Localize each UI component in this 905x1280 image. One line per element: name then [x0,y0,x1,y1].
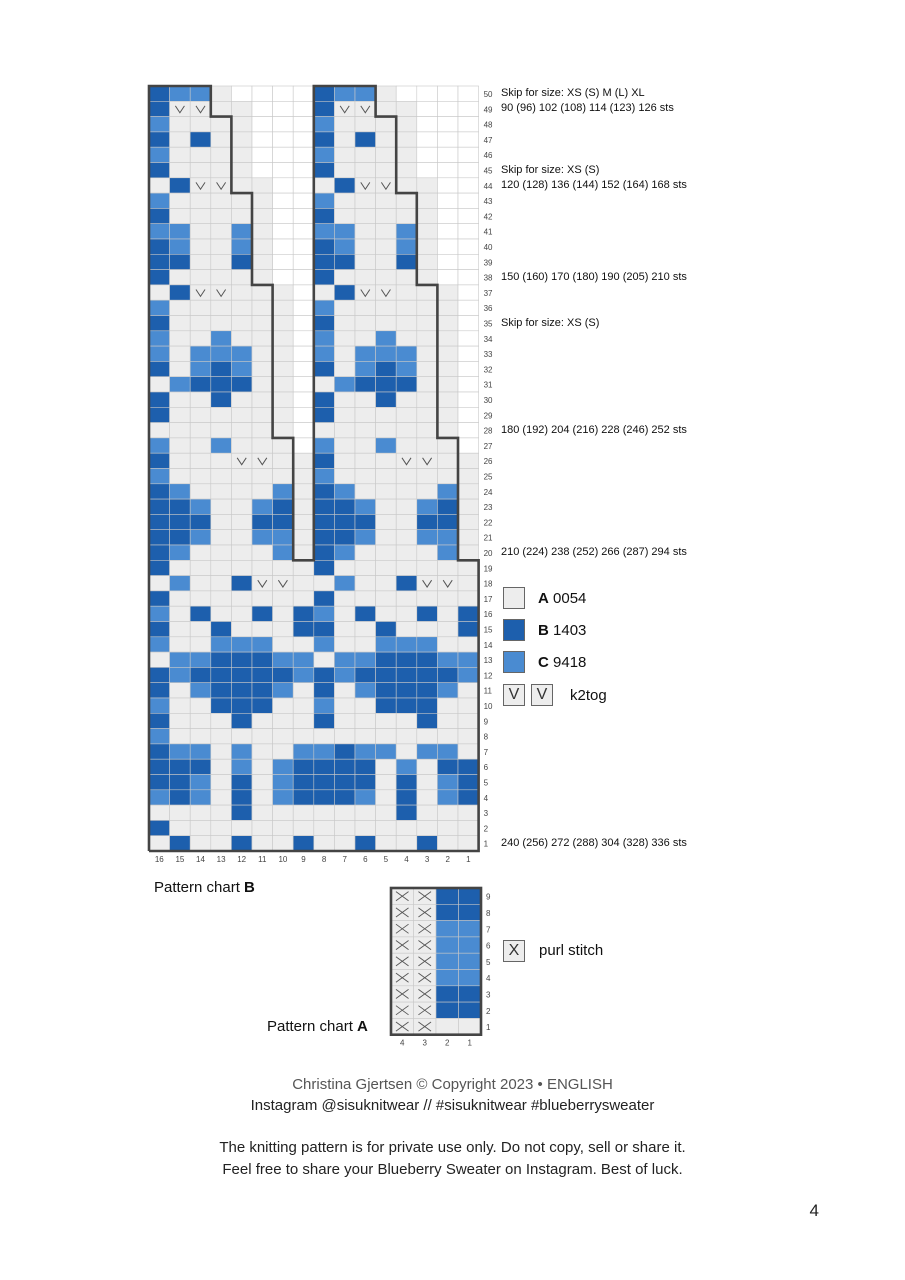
chart-a-cell [436,1018,459,1034]
chart-a-cell [436,937,459,953]
chart-a-cell [459,937,482,953]
chart-b-column-number: 15 [175,855,185,864]
legend-item-a [538,590,586,607]
chart-a-cell [436,970,459,986]
legend-code-a: 0054 [553,590,587,607]
size-note-row-28: 180 (192) 204 (216) 228 (246) 252 sts [501,423,687,436]
chart-b-row-number: 10 [483,702,493,712]
chart-a-cell [436,986,459,1002]
chart-a-column-number: 3 [422,1038,427,1048]
size-note-row-44: 120 (128) 136 (144) 152 (164) 168 sts [501,178,687,191]
chart-b-row-number: 38 [483,273,493,283]
chart-b-column-number: 2 [445,855,450,864]
legend-swatch-a [503,587,525,609]
chart-b-column-number: 14 [196,855,205,864]
chart-a-row-number: 8 [486,909,491,919]
chart-a-cell [459,1018,482,1034]
chart-b-row-number: 5 [483,778,489,788]
chart-a-column-number: 2 [445,1038,450,1048]
chart-a-cell [459,888,482,904]
chart-a-cell [459,970,482,986]
chart-b-row-number: 18 [483,579,493,589]
chart-b-row-number: 49 [483,105,493,115]
chart-a-cell [459,953,482,969]
chart-a-row-number: 2 [486,1006,491,1016]
chart-a-column-number: 1 [467,1038,472,1048]
legend-letter-a: A [538,590,549,607]
chart-b-column-number: 10 [278,855,288,864]
chart-b-row-number: 44 [483,181,493,191]
chart-b-row-number: 31 [483,380,493,390]
chart-b-row-number: 43 [483,197,493,207]
chart-b-row-number: 12 [483,671,493,681]
chart-b-row-number: 34 [483,334,493,344]
chart-b-row-number: 21 [483,533,493,543]
chart-a-label-letter: A [357,1018,368,1035]
chart-b-row-number: 14 [483,640,493,650]
chart-a-column-number: 4 [400,1038,405,1048]
chart-b-row-number: 32 [483,365,493,375]
chart-b-row-number: 48 [483,120,493,130]
chart-b-row-number: 28 [483,426,493,436]
chart-a-cell [436,1002,459,1018]
chart-a-cell [436,953,459,969]
chart-a-row-number: 5 [486,957,491,967]
chart-a-row-number: 4 [486,974,491,984]
chart-b-row-number: 47 [483,135,493,145]
chart-b-row-number: 45 [483,166,493,176]
size-note-row-50: Skip for size: XS (S) M (L) XL [501,87,645,99]
legend-item-c [538,654,586,671]
chart-b-row-number: 20 [483,549,493,559]
size-note-row-49: 90 (96) 102 (108) 114 (123) 126 sts [501,102,674,115]
chart-b-row-number: 40 [483,243,493,253]
chart-b-row-number: 35 [483,319,493,329]
chart-b-column-number: 16 [154,855,164,864]
legend-letter-c: C [538,654,549,671]
chart-b-row-number: 15 [483,625,493,635]
legend-purl-label: purl stitch [539,942,604,959]
chart-b-row-number: 23 [483,503,493,513]
chart-b-row-number: 36 [483,304,493,314]
instagram-line: Instagram @sisuknitwear // #sisuknitwear #blueberrysweater [250,1097,655,1114]
chart-b-row-number: 17 [483,594,493,604]
copyright-line: Christina Gjertsen © Copyright 2023 • ENGLISH [292,1076,613,1093]
chart-a-label [267,1018,368,1035]
legend-purl-symbol: X [503,940,525,962]
chart-b-row-number: 46 [483,151,493,161]
chart-a-cell [436,921,459,937]
chart-b-row-number: 22 [483,518,493,528]
chart-b-row-number: 30 [483,396,493,406]
chart-b-column-number: 4 [404,855,409,864]
chart-b-row-number: 27 [483,441,493,451]
legend-swatch-b [503,619,525,641]
legend-letter-b: B [538,622,549,639]
chart-b-row-number: 37 [483,288,493,298]
size-note-row-20: 210 (224) 238 (252) 266 (287) 294 sts [501,546,687,558]
chart-b-column-number: 7 [342,855,347,864]
chart-b-row-number: 1 [483,839,489,849]
chart-b-row-number: 4 [483,793,489,803]
chart-a-row-number: 9 [486,892,491,902]
chart-b-column-number: 9 [301,855,306,864]
chart-a-row-number: 1 [486,1023,491,1033]
usage-notice-line-1: The knitting pattern is for private use only. Do not copy, sell or share it. [219,1139,686,1156]
chart-b-row-number: 7 [483,747,489,757]
chart-a-cell [436,888,459,904]
chart-b-row-number: 29 [483,411,493,421]
chart-b-row-number: 42 [483,212,493,222]
chart-b-row-number: 19 [483,564,493,574]
chart-a-label-text: Pattern chart [267,1018,358,1035]
usage-notice-line-2: Feel free to share your Blueberry Sweater on Instagram. Best of luck. [222,1161,683,1178]
chart-b-column-number: 3 [424,855,430,864]
chart-b-column-number: 5 [383,855,389,864]
legend-code-b: 1403 [553,622,587,639]
chart-b-row-number: 41 [483,227,493,237]
legend-k2tog-symbol-2: V [531,684,553,706]
size-note-row-45: Skip for size: XS (S) [501,163,600,176]
chart-b-row-number: 2 [483,824,489,834]
size-note-row-35: Skip for size: XS (S) [501,316,600,329]
legend-k2tog-symbol-1: V [503,684,525,706]
chart-b-row-number: 25 [483,472,493,482]
chart-b-row-number: 26 [483,457,493,467]
chart-b-row-number: 39 [483,258,493,268]
chart-a-cell [459,986,482,1002]
chart-a-cell [459,1002,482,1018]
legend-code-c: 9418 [553,654,587,671]
chart-b-row-number: 24 [483,487,493,497]
chart-b-row-number: 50 [483,90,493,100]
chart-a-row-number: 7 [486,925,491,935]
chart-b-row-number: 13 [483,656,493,666]
chart-b-column-number: 12 [237,855,247,864]
chart-a-cell [459,904,482,920]
chart-b-row-number: 33 [483,350,493,360]
chart-a-cell [436,904,459,920]
chart-b-column-number: 11 [258,855,267,864]
chart-b-row-number: 8 [483,732,489,742]
chart-b-row-number: 3 [483,809,489,819]
size-note-row-38: 150 (160) 170 (180) 190 (205) 210 sts [501,270,687,283]
chart-b-row-number: 11 [483,686,492,696]
chart-b-label-letter: B [244,879,255,896]
page-number: 4 [809,1201,819,1220]
chart-b-label [154,879,255,896]
legend-k2tog-label: k2tog [570,687,607,704]
chart-b-column-number: 13 [216,855,226,864]
chart-b-column-number: 6 [363,855,368,864]
chart-b-label-text: Pattern chart [154,879,245,896]
chart-b-row-number: 9 [483,717,489,727]
legend-swatch-c [503,651,525,673]
chart-a-row-number: 6 [486,941,491,951]
size-note-row-1: 240 (256) 272 (288) 304 (328) 336 sts [501,836,687,849]
chart-b-row-number: 16 [483,610,493,620]
chart-a-row-number: 3 [486,990,491,1000]
chart-b-row-number: 6 [483,763,489,773]
legend-item-b [538,622,586,639]
chart-a-cell [459,921,482,937]
chart-b-column-number: 8 [321,855,327,864]
chart-b-column-number: 1 [466,855,471,864]
